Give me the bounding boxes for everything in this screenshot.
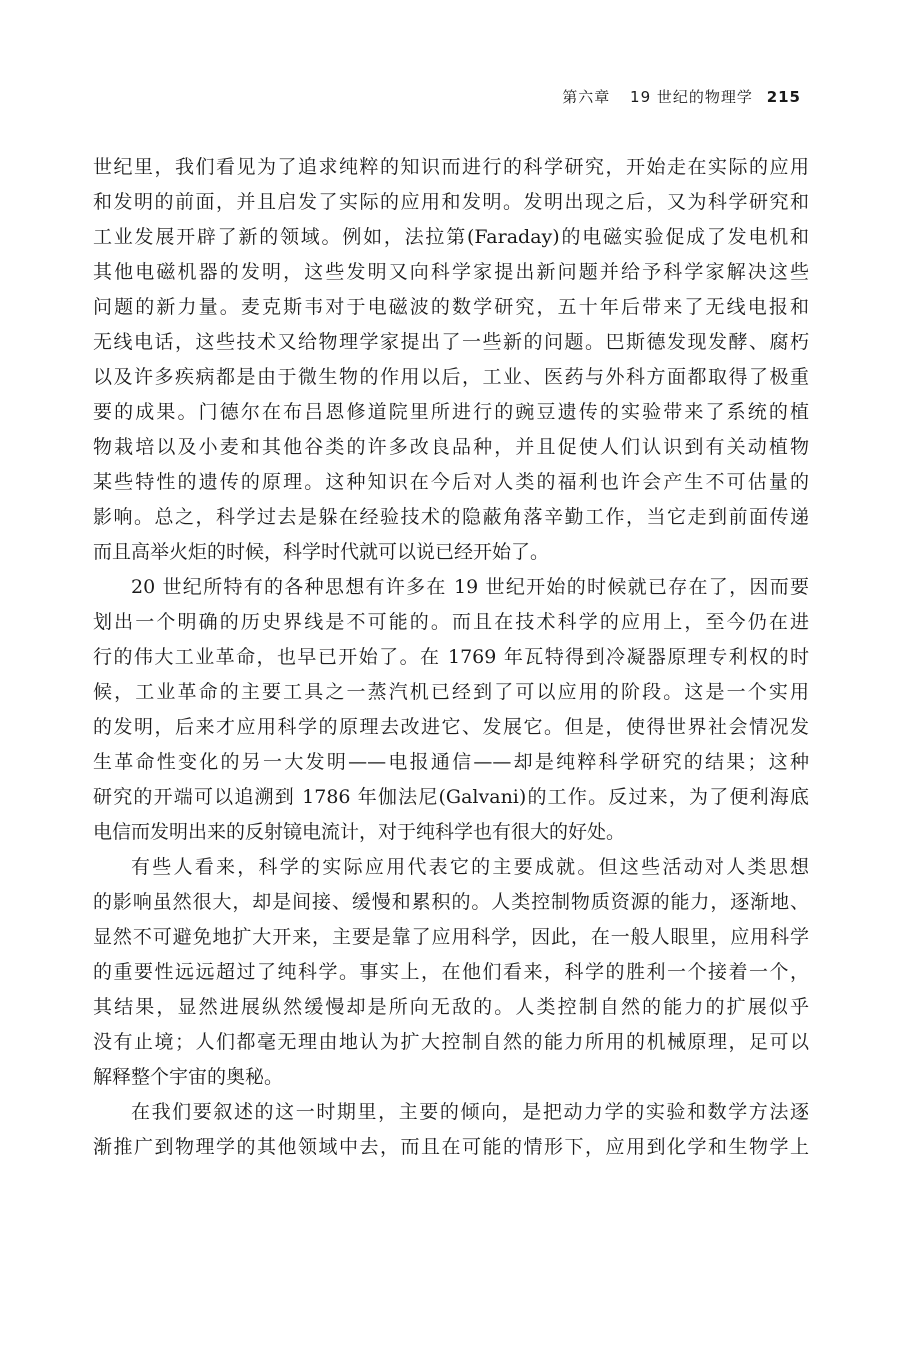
text-line: 工业发展开辟了新的领域。例如，法拉第(Faraday)的电磁实验促成了发电机和: [93, 226, 809, 248]
text-line: 而且高举火炬的时候，科学时代就可以说已经开始了。: [93, 541, 550, 563]
text-line: 行的伟大工业革命，也早已开始了。在 1769 年瓦特得到冷凝器原理专利权的时: [93, 646, 809, 668]
text-line: 划出一个明确的历史界线是不可能的。而且在技术科学的应用上，至今仍在进: [93, 611, 809, 633]
text-line: 没有止境；人们都毫无理由地认为扩大控制自然的能力所用的机械原理，足可以: [93, 1031, 809, 1053]
text-line: 有些人看来，科学的实际应用代表它的主要成就。但这些活动对人类思想: [131, 856, 809, 878]
text-line: 要的成果。门德尔在布吕恩修道院里所进行的豌豆遗传的实验带来了系统的植: [93, 401, 809, 423]
text-line: 以及许多疾病都是由于微生物的作用以后，工业、医药与外科方面都取得了极重: [93, 366, 809, 388]
chapter-title: 19 世纪的物理学: [630, 88, 753, 106]
running-header: [562, 86, 801, 107]
body-text: [93, 150, 809, 1165]
paragraph: [93, 570, 809, 850]
paragraph: [93, 150, 809, 570]
page-number: 215: [766, 88, 801, 106]
chapter-label: 第六章: [562, 88, 611, 106]
text-line: 电信而发明出来的反射镜电流计，对于纯科学也有很大的好处。: [93, 821, 626, 843]
text-line: 其结果，显然进展纵然缓慢却是所向无敌的。人类控制自然的能力的扩展似乎: [93, 996, 809, 1018]
text-line: 物栽培以及小麦和其他谷类的许多改良品种，并且促使人们认识到有关动植物: [93, 436, 809, 458]
text-line: 解释整个宇宙的奥秘。: [93, 1066, 284, 1088]
text-line: 无线电话，这些技术又给物理学家提出了一些新的问题。巴斯德发现发酵、腐朽: [93, 331, 809, 353]
text-line: 渐推广到物理学的其他领域中去，而且在可能的情形下，应用到化学和生物学上: [93, 1136, 809, 1158]
text-line: 的重要性远远超过了纯科学。事实上，在他们看来，科学的胜利一个接着一个，: [93, 961, 809, 983]
text-line: 的影响虽然很大，却是间接、缓慢和累积的。人类控制物质资源的能力，逐渐地、: [93, 891, 809, 913]
text-line: 某些特性的遗传的原理。这种知识在今后对人类的福利也许会产生不可估量的: [93, 471, 809, 493]
text-line: 候，工业革命的主要工具之一蒸汽机已经到了可以应用的阶段。这是一个实用: [93, 681, 809, 703]
text-line: 的发明，后来才应用科学的原理去改进它、发展它。但是，使得世界社会情况发: [93, 716, 809, 738]
text-line: 问题的新力量。麦克斯韦对于电磁波的数学研究，五十年后带来了无线电报和: [93, 296, 809, 318]
text-line: 20 世纪所特有的各种思想有许多在 19 世纪开始的时候就已存在了，因而要: [131, 576, 809, 598]
text-line: 世纪里，我们看见为了追求纯粹的知识而进行的科学研究，开始走在实际的应用: [93, 156, 809, 178]
text-line: 在我们要叙述的这一时期里，主要的倾向，是把动力学的实验和数学方法逐: [131, 1101, 809, 1123]
paragraph: [93, 1095, 809, 1165]
text-line: 和发明的前面，并且启发了实际的应用和发明。发明出现之后，又为科学研究和: [93, 191, 809, 213]
paragraph: [93, 850, 809, 1095]
text-line: 其他电磁机器的发明，这些发明又向科学家提出新问题并给予科学家解决这些: [93, 261, 809, 283]
text-line: 生革命性变化的另一大发明——电报通信——却是纯粹科学研究的结果；这种: [93, 751, 809, 773]
text-line: 研究的开端可以追溯到 1786 年伽法尼(Galvani)的工作。反过来，为了便利海底: [93, 786, 809, 808]
text-line: 显然不可避免地扩大开来，主要是靠了应用科学，因此，在一般人眼里，应用科学: [93, 926, 809, 948]
text-line: 影响。总之，科学过去是躲在经验技术的隐蔽角落辛勤工作，当它走到前面传递: [93, 506, 809, 528]
